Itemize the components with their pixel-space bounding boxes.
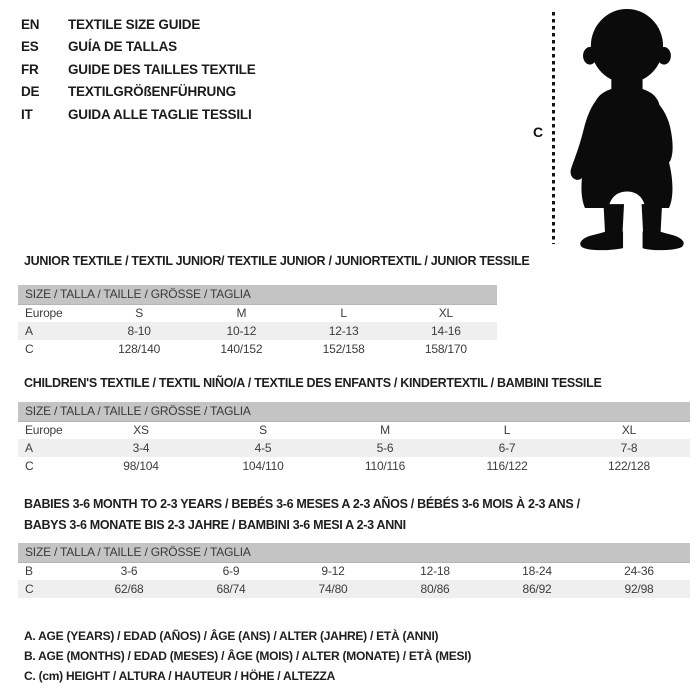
language-code: FR [21,61,39,77]
row-label-cell: A [18,322,88,340]
size-cell: 80/86 [384,580,486,598]
size-cell: XS [133,423,149,438]
height-measure-dashed-line [552,12,555,244]
language-code: IT [21,106,33,122]
size-cell: 14-16 [395,322,497,340]
size-cell: 152/158 [322,342,365,356]
toddler-silhouette-icon [556,7,694,251]
size-cell: 10-12 [190,322,292,340]
size-table-header [18,543,690,562]
language-code: ES [21,39,39,55]
size-cell: XL [438,306,454,321]
size-cell: 116/122 [486,459,528,473]
section-title-line: BABIES 3-6 MONTH TO 2-3 YEARS / BEBÉS 3-6 MESES A 2-3 AÑOS / BÉBÉS 3-6 MOIS À 2-3 ANS / [24,497,580,511]
size-cell: 68/74 [180,580,282,598]
size-cell: 5-6 [324,439,446,457]
language-label: TEXTILGRÖßENFÜHRUNG [68,84,236,100]
size-cell: 98/104 [123,459,159,473]
size-header-label: SIZE / TALLA / TAILLE / GRÖSSE / TAGLIA [18,285,497,304]
size-cell: 6-9 [222,564,240,579]
size-table-header [18,285,497,304]
language-label: GUIDA ALLE TAGLIE TESSILI [68,106,252,122]
section-title-line: BABYS 3-6 MONATE BIS 2-3 JAHRE / BAMBINI 3-6 MESI A 2-3 ANNI [24,517,406,532]
babies-size-table [18,543,690,598]
size-header-label: SIZE / TALLA / TAILLE / GRÖSSE / TAGLIA [18,543,690,562]
size-cell: S [259,423,267,438]
size-cell: 74/80 [282,580,384,598]
junior-size-table [18,285,497,358]
size-figure [0,0,700,260]
size-cell: L [340,306,347,321]
size-cell: 140/152 [220,342,263,356]
language-label: GUIDE DES TAILLES TEXTILE [68,61,256,77]
size-cell: 62/68 [78,580,180,598]
table-row-age [18,439,690,457]
size-cell: 110/116 [364,459,406,473]
size-cell: 24-36 [624,564,654,579]
children-size-table [18,402,690,475]
table-row-height [18,457,690,475]
footnote-b: B. AGE (MONTHS) / EDAD (MESES) / ÂGE (MOIS) / ALTER (MONATE) / ETÀ (MESI) [24,649,472,663]
table-row-europe [18,421,690,439]
size-cell: 128/140 [118,342,161,356]
table-row-height [18,580,690,598]
size-cell: 7-8 [568,439,690,457]
size-cell: 104/110 [242,459,284,473]
size-cell: 3-4 [80,439,202,457]
size-cell: 3-6 [120,564,138,579]
size-cell: 12-18 [420,564,450,579]
table-row-europe [18,304,497,322]
size-cell: 9-12 [321,564,345,579]
row-label-cell: A [18,439,80,457]
size-cell: 122/128 [608,459,650,473]
table-row-height [18,340,497,358]
size-cell: 158/170 [424,342,467,356]
size-cell: L [503,423,511,438]
size-cell: S [135,306,144,321]
table-row-age [18,322,497,340]
size-cell: 86/92 [486,580,588,598]
size-header-label: SIZE / TALLA / TAILLE / GRÖSSE / TAGLIA [18,402,690,421]
measure-label-c: C [533,124,544,140]
row-label-cell: C [18,580,78,598]
section-title-babies [24,494,580,535]
table-row-months [18,562,690,580]
row-label-cell: Europe [25,306,63,321]
size-cell: 4-5 [202,439,324,457]
footnotes [24,626,471,686]
size-cell: M [236,306,247,321]
size-cell: M [380,423,390,438]
size-cell: 18-24 [522,564,552,579]
row-label-cell: C [25,342,34,356]
language-label: TEXTILE SIZE GUIDE [68,17,201,32]
size-cell: 6-7 [446,439,568,457]
size-cell: 8-10 [88,322,190,340]
size-cell: 12-13 [293,322,395,340]
size-table-header [18,402,690,421]
size-cell: 92/98 [588,580,690,598]
language-code: EN [21,17,40,32]
footnote-a: A. AGE (YEARS) / EDAD (AÑOS) / ÂGE (ANS) / ALTER (JAHRE) / ETÀ (ANNI) [24,629,439,643]
language-label: GUÍA DE TALLAS [68,39,177,55]
size-cell: XL [621,423,637,438]
footnote-c: C. (cm) HEIGHT / ALTURA / HAUTEUR / HÖHE / ALTEZZA [24,669,336,683]
language-code: DE [21,84,40,100]
row-label-cell: Europe [25,423,63,438]
row-label-cell: C [25,459,34,473]
section-title-junior: JUNIOR TEXTILE / TEXTIL JUNIOR/ TEXTILE JUNIOR / JUNIORTEXTIL / JUNIOR TESSILE [24,254,530,268]
section-title-children: CHILDREN'S TEXTILE / TEXTIL NIÑO/A / TEXTILE DES ENFANTS / KINDERTEXTIL / BAMBINI TESSILE [24,376,602,390]
row-label-cell: B [25,564,33,579]
